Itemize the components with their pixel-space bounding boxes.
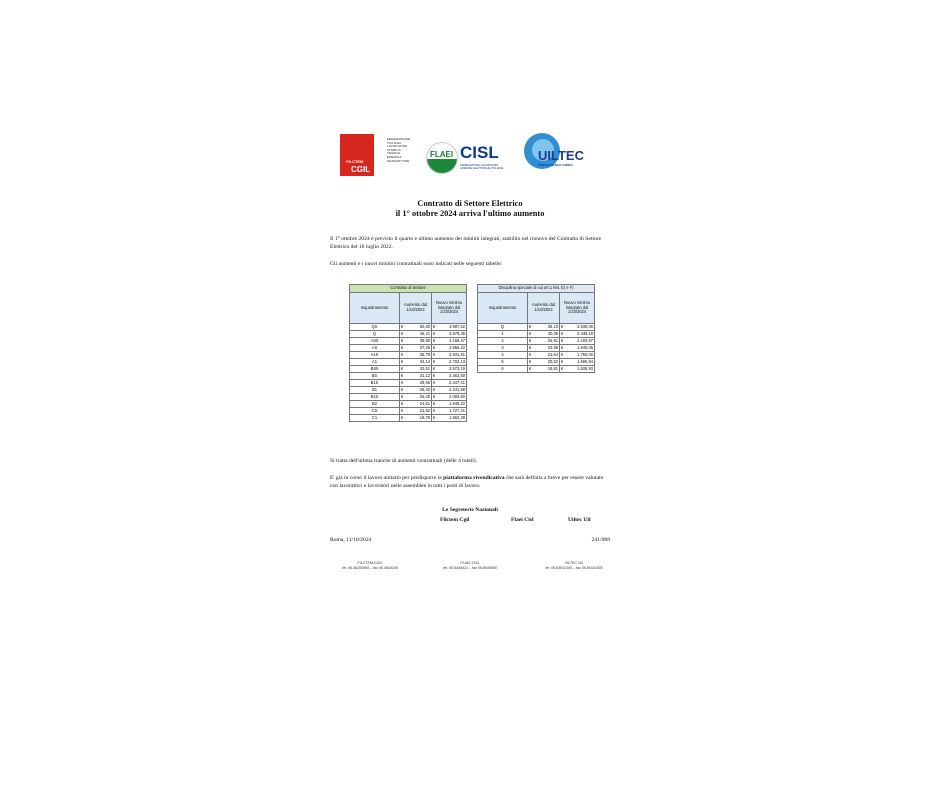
cell-value: 24,61 xyxy=(419,400,430,406)
cell-value: 2.573,19 xyxy=(449,365,465,371)
currency-symbol: € xyxy=(561,365,564,371)
currency-symbol: € xyxy=(433,344,436,350)
filctem-logo-lines: FEDERAZIONE ITALIANA LAVORATORI CHIMICA TESSILE ENERGIA MANIFATTURE xyxy=(387,137,411,163)
table-row xyxy=(350,338,467,345)
cisl-logo-acronym: CISL xyxy=(460,143,499,162)
header-inquadramento: Inquadramento xyxy=(478,293,528,324)
table-row xyxy=(350,324,467,331)
currency-symbol: € xyxy=(401,365,404,371)
uiltec-logo-subtitle: TESSILE ENERGIA CHIMICA xyxy=(538,164,574,167)
title-line-2: il 1° ottobre 2024 arriva l'ultimo aumento xyxy=(395,209,545,218)
cell-nuovo-minimo xyxy=(432,359,467,366)
cell-nuovo-minimo xyxy=(432,373,467,380)
cell-inquadramento: B1S xyxy=(350,380,400,387)
currency-symbol: € xyxy=(401,386,404,392)
currency-symbol: € xyxy=(529,337,532,343)
currency-symbol: € xyxy=(529,351,532,357)
currency-symbol: € xyxy=(433,337,436,343)
currency-symbol: € xyxy=(433,386,436,392)
currency-symbol: € xyxy=(433,330,436,336)
currency-symbol: € xyxy=(401,407,404,413)
currency-symbol: € xyxy=(433,351,436,357)
cell-nuovo-minimo xyxy=(432,401,467,408)
cell-aumento xyxy=(400,394,432,401)
cell-inquadramento: B2S xyxy=(350,394,400,401)
currency-symbol: € xyxy=(401,344,404,350)
currency-symbol: € xyxy=(401,323,404,329)
cell-value: 2.702,13 xyxy=(449,358,465,364)
cell-value: 3.987,62 xyxy=(449,323,465,329)
table-row xyxy=(350,352,467,359)
filctem-cgil-logo xyxy=(340,134,411,176)
cell-inquadramento: 6 xyxy=(478,366,528,373)
cell-nuovo-minimo xyxy=(432,331,467,338)
cell-value: 39,90 xyxy=(419,337,430,343)
cell-inquadramento: AS xyxy=(350,345,400,352)
cell-nuovo-minimo xyxy=(432,338,467,345)
cell-inquadramento: 4 xyxy=(478,352,528,359)
filctem-logo-acronym: CGIL xyxy=(351,165,371,174)
cell-inquadramento: Q xyxy=(478,324,528,331)
table-row xyxy=(350,408,467,415)
cell-value: 1.756,00 xyxy=(577,351,593,357)
cell-value: 45,21 xyxy=(419,330,430,336)
currency-symbol: € xyxy=(561,323,564,329)
document-page xyxy=(330,130,610,580)
cell-inquadramento: 2 xyxy=(478,338,528,345)
cell-aumento xyxy=(400,380,432,387)
cell-aumento xyxy=(400,331,432,338)
signature-flaei: Flaei Cisl xyxy=(511,517,534,523)
cell-aumento xyxy=(528,331,560,338)
footer-filctem: FILCTEM-CGIL tel. 06.46200965 – fax 06.4824246 xyxy=(342,561,398,570)
cell-value: 1.948,22 xyxy=(449,400,465,406)
table-row xyxy=(350,380,467,387)
currency-symbol: € xyxy=(401,379,404,385)
currency-symbol: € xyxy=(401,358,404,364)
table-row xyxy=(350,394,467,401)
cell-aumento xyxy=(400,415,432,422)
cell-aumento xyxy=(400,366,432,373)
currency-symbol: € xyxy=(529,330,532,336)
disciplina-speciale-table xyxy=(477,284,595,373)
cell-aumento xyxy=(400,359,432,366)
cell-value: 1.526,93 xyxy=(577,365,593,371)
cell-value: 34,14 xyxy=(419,358,430,364)
cell-value: 32,51 xyxy=(419,365,430,371)
cell-aumento xyxy=(528,352,560,359)
cell-aumento xyxy=(400,387,432,394)
currency-symbol: € xyxy=(401,414,404,420)
currency-symbol: € xyxy=(529,358,532,364)
cell-aumento xyxy=(400,373,432,380)
settore-table xyxy=(349,284,467,422)
cell-value: 23,96 xyxy=(547,344,558,350)
cell-value: 2.463,50 xyxy=(449,372,465,378)
cell-value: 1.562,38 xyxy=(449,414,465,420)
cell-value: 2.093,80 xyxy=(449,393,465,399)
cell-value: 28,32 xyxy=(419,386,430,392)
cell-value: 21,64 xyxy=(547,351,558,357)
cell-value: 3.578,35 xyxy=(449,330,465,336)
cell-value: 2.831,91 xyxy=(449,351,465,357)
cell-inquadramento: A1 xyxy=(350,359,400,366)
cell-value: 1.727,41 xyxy=(449,407,465,413)
cell-value: 20,52 xyxy=(547,358,558,364)
header-inquadramento: Inquadramento xyxy=(350,293,400,324)
cell-nuovo-minimo xyxy=(432,380,467,387)
cell-value: 1.945,05 xyxy=(577,344,593,350)
table-row xyxy=(350,345,467,352)
table-row xyxy=(350,366,467,373)
currency-symbol: € xyxy=(529,323,532,329)
table-row xyxy=(478,331,595,338)
cell-nuovo-minimo xyxy=(432,415,467,422)
footer-uiltec: UILTEC UIL tel. 06.83811300 – fax 06.86321905 xyxy=(545,561,603,570)
currency-symbol: € xyxy=(561,330,564,336)
cell-value: 26,45 xyxy=(419,393,430,399)
table-row xyxy=(350,331,467,338)
cell-aumento xyxy=(528,324,560,331)
cell-aumento xyxy=(400,338,432,345)
cell-value: 19,75 xyxy=(419,414,430,420)
cell-value: 2.347,41 xyxy=(449,379,465,385)
cell-value: 31,12 xyxy=(419,372,430,378)
cell-value: 30,05 xyxy=(547,330,558,336)
cell-value: 35,78 xyxy=(419,351,430,357)
cell-aumento xyxy=(528,338,560,345)
cell-nuovo-minimo xyxy=(432,345,467,352)
cell-nuovo-minimo xyxy=(432,387,467,394)
tranche-paragraph: Si tratta dell'ultima tranche di aumenti contrattuali (delle 4 totali). xyxy=(330,458,478,464)
document-title xyxy=(330,199,610,219)
currency-symbol: € xyxy=(401,337,404,343)
cell-value: 2.183,97 xyxy=(577,337,593,343)
flaei-logo-name: FLAEI xyxy=(430,150,454,159)
table-row xyxy=(478,366,595,373)
cell-inquadramento: BS5 xyxy=(350,366,400,373)
title-line-1: Contratto di Settore Elettrico xyxy=(417,199,523,208)
table-caption: Disciplina speciale di cui art.1 lett. E) e F) xyxy=(478,285,595,293)
cell-nuovo-minimo xyxy=(560,366,595,373)
currency-symbol: € xyxy=(433,414,436,420)
table-row xyxy=(350,373,467,380)
table-row xyxy=(350,401,467,408)
cell-inquadramento: C1 xyxy=(350,415,400,422)
table-row xyxy=(478,352,595,359)
currency-symbol: € xyxy=(401,400,404,406)
flaei-circle-icon xyxy=(426,142,458,174)
cell-aumento xyxy=(400,401,432,408)
currency-symbol: € xyxy=(401,351,404,357)
cell-inquadramento: 3 xyxy=(478,345,528,352)
table-row xyxy=(478,324,595,331)
signature-uiltec: Uiltec Uil xyxy=(568,517,591,523)
piattaforma-paragraph: E' già in corso il lavoro unitario per predisporre la piattaforma rivendicativa che sarà definita a breve per essere valutato con lavoratrici e lavoratori nelle assemblee in tutti i posti di lavoro. xyxy=(330,475,604,489)
cell-inquadramento: Q xyxy=(350,331,400,338)
cell-value: 37,35 xyxy=(419,344,430,350)
currency-symbol: € xyxy=(401,393,404,399)
filctem-logo-name: FILCTEM xyxy=(346,159,364,164)
cell-aumento xyxy=(528,366,560,373)
cell-nuovo-minimo xyxy=(432,366,467,373)
cell-value: 2.241,98 xyxy=(449,386,465,392)
cell-value: 36,10 xyxy=(547,323,558,329)
currency-symbol: € xyxy=(401,330,404,336)
cell-inquadramento: B2 xyxy=(350,401,400,408)
cell-nuovo-minimo xyxy=(560,331,595,338)
cell-aumento xyxy=(400,324,432,331)
cell-inquadramento: CS xyxy=(350,408,400,415)
header-aumento: Aumento dal 1/10/2024 xyxy=(528,293,560,324)
protocol-number: 241/088 xyxy=(591,537,610,543)
header-aumento: Aumento dal 1/10/2024 xyxy=(400,293,432,324)
currency-symbol: € xyxy=(433,372,436,378)
cell-nuovo-minimo xyxy=(560,338,595,345)
cell-aumento xyxy=(528,345,560,352)
cell-aumento xyxy=(400,345,432,352)
cisl-logo-subtitle: FEDERAZIONE LAVORATORI AZIENDE ELETTRICHE ITALIANE xyxy=(460,163,504,170)
cell-inquadramento: QS xyxy=(350,324,400,331)
currency-symbol: € xyxy=(433,358,436,364)
table-row xyxy=(478,345,595,352)
cell-nuovo-minimo xyxy=(560,324,595,331)
signature-filctem: Filctem Cgil xyxy=(440,517,470,523)
cell-value: 50,30 xyxy=(419,323,430,329)
cell-value: 21,82 xyxy=(419,407,430,413)
currency-symbol: € xyxy=(561,337,564,343)
cell-value: 3.158,47 xyxy=(449,337,465,343)
cell-value: 26,91 xyxy=(547,337,558,343)
cell-nuovo-minimo xyxy=(560,352,595,359)
cell-nuovo-minimo xyxy=(432,394,467,401)
table-row xyxy=(350,387,467,394)
cell-value: 2.439,18 xyxy=(577,330,593,336)
table-row xyxy=(350,415,467,422)
currency-symbol: € xyxy=(561,351,564,357)
cell-value: 2.956,22 xyxy=(449,344,465,350)
cell-aumento xyxy=(400,408,432,415)
cell-inquadramento: A1S xyxy=(350,352,400,359)
cell-nuovo-minimo xyxy=(432,408,467,415)
cell-inquadramento: B1 xyxy=(350,387,400,394)
currency-symbol: € xyxy=(529,365,532,371)
currency-symbol: € xyxy=(561,358,564,364)
cell-value: 29,66 xyxy=(419,379,430,385)
cell-aumento xyxy=(400,352,432,359)
currency-symbol: € xyxy=(433,407,436,413)
intro-paragraph: Il 1° ottobre 2024 è previsto il quarto e ultimo aumento dei minimi integrati, stabilito nel rinnovo del Contratto di Settore Elettrico del 18 luglio 2022. xyxy=(330,236,602,250)
tables-intro-paragraph: Gli aumenti e i nuovi minimi contrattuali sono indicati nelle seguenti tabelle: xyxy=(330,261,503,267)
uiltec-logo-name: UILTEC xyxy=(538,148,584,163)
document-date: Roma, 11/10/2024 xyxy=(330,537,372,543)
cell-inquadramento: BS xyxy=(350,373,400,380)
currency-symbol: € xyxy=(529,344,532,350)
currency-symbol: € xyxy=(433,323,436,329)
currency-symbol: € xyxy=(433,393,436,399)
table-row xyxy=(478,338,595,345)
cell-value: 2.930,06 xyxy=(577,323,593,329)
cell-value: 18,81 xyxy=(547,365,558,371)
cell-inquadramento: AS5 xyxy=(350,338,400,345)
cell-nuovo-minimo xyxy=(432,324,467,331)
currency-symbol: € xyxy=(433,365,436,371)
table-row xyxy=(350,359,467,366)
currency-symbol: € xyxy=(561,344,564,350)
table-caption: Contratto di Settore xyxy=(350,285,467,293)
cell-inquadramento: 5 xyxy=(478,359,528,366)
signature-title: Le Segreterie Nazionali xyxy=(442,507,498,513)
cell-value: 1.665,94 xyxy=(577,358,593,364)
cell-nuovo-minimo xyxy=(560,359,595,366)
currency-symbol: € xyxy=(433,400,436,406)
header-nuovo-minimo: Nuovo minimo integrato dal 1/10/2024 xyxy=(560,293,595,324)
header-nuovo-minimo: Nuovo minimo integrato dal 1/10/2024 xyxy=(432,293,467,324)
cell-inquadramento: 1 xyxy=(478,331,528,338)
table-row xyxy=(478,359,595,366)
footer-flaei: FLAEI-CISL tel. 06.8449421 – fax 06.8549458 xyxy=(443,561,497,570)
currency-symbol: € xyxy=(433,379,436,385)
cell-nuovo-minimo xyxy=(432,352,467,359)
cell-nuovo-minimo xyxy=(560,345,595,352)
cell-aumento xyxy=(528,359,560,366)
currency-symbol: € xyxy=(401,372,404,378)
